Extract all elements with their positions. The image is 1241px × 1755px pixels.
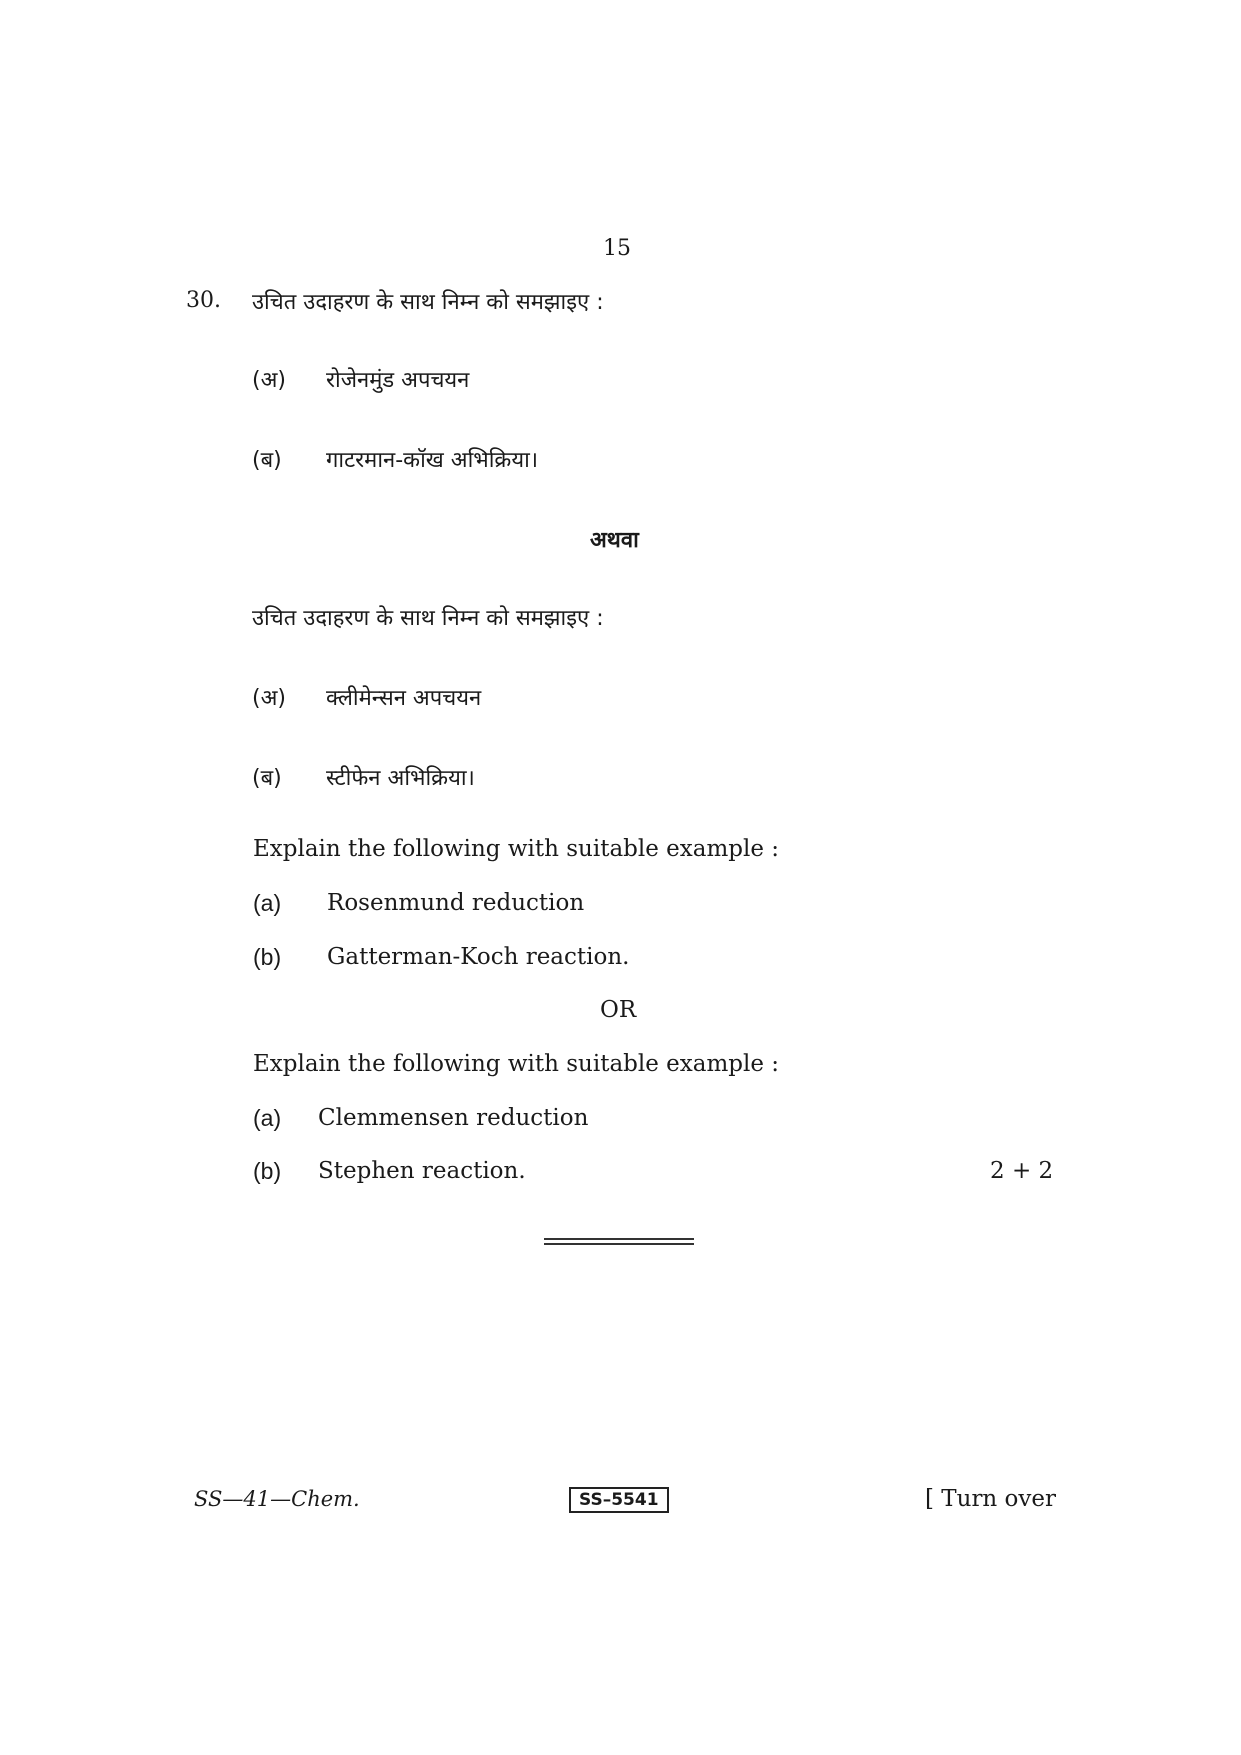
english-item-text: Gatterman-Koch reaction. [327, 944, 630, 970]
end-rule [544, 1238, 694, 1240]
footer-right: [ Turn over [925, 1486, 1057, 1512]
footer-center: SS–5541 [569, 1487, 669, 1513]
hindi-item-label: (ब) [252, 448, 282, 473]
english-item-label: (a) [253, 890, 282, 916]
hindi-alt-item-text: क्लीमेन्सन अपचयन [326, 686, 482, 711]
hindi-prompt: उचित उदाहरण के साथ निम्न को समझाइए : [252, 290, 604, 315]
hindi-alt-prompt: उचित उदाहरण के साथ निम्न को समझाइए : [252, 606, 604, 631]
english-prompt: Explain the following with suitable example : [253, 836, 780, 862]
end-rule [544, 1243, 694, 1245]
english-alt-prompt: Explain the following with suitable example : [253, 1051, 780, 1077]
english-item-text: Rosenmund reduction [327, 890, 585, 916]
footer-left: SS—41—Chem. [194, 1487, 360, 1511]
hindi-alt-item-label: (ब) [252, 766, 282, 791]
page-number: 15 [603, 236, 631, 261]
hindi-alt-item-label: (अ) [252, 686, 286, 711]
question-number: 30. [186, 288, 221, 313]
english-alt-item-label: (b) [253, 1158, 282, 1184]
english-alt-item-text: Clemmensen reduction [318, 1105, 589, 1131]
english-item-label: (b) [253, 944, 282, 970]
english-alt-item-label: (a) [253, 1105, 282, 1131]
english-or-label: OR [600, 997, 637, 1023]
hindi-or-label: अथवा [590, 528, 639, 553]
hindi-item-label: (अ) [252, 368, 286, 393]
hindi-alt-item-text: स्टीफेन अभिक्रिया। [326, 766, 475, 791]
hindi-item-text: रोजेनमुंड अपचयन [326, 368, 470, 393]
hindi-item-text: गाटरमान-कॉख अभिक्रिया। [326, 448, 539, 473]
english-alt-item-text: Stephen reaction. [318, 1158, 526, 1184]
marks: 2 + 2 [990, 1158, 1054, 1184]
